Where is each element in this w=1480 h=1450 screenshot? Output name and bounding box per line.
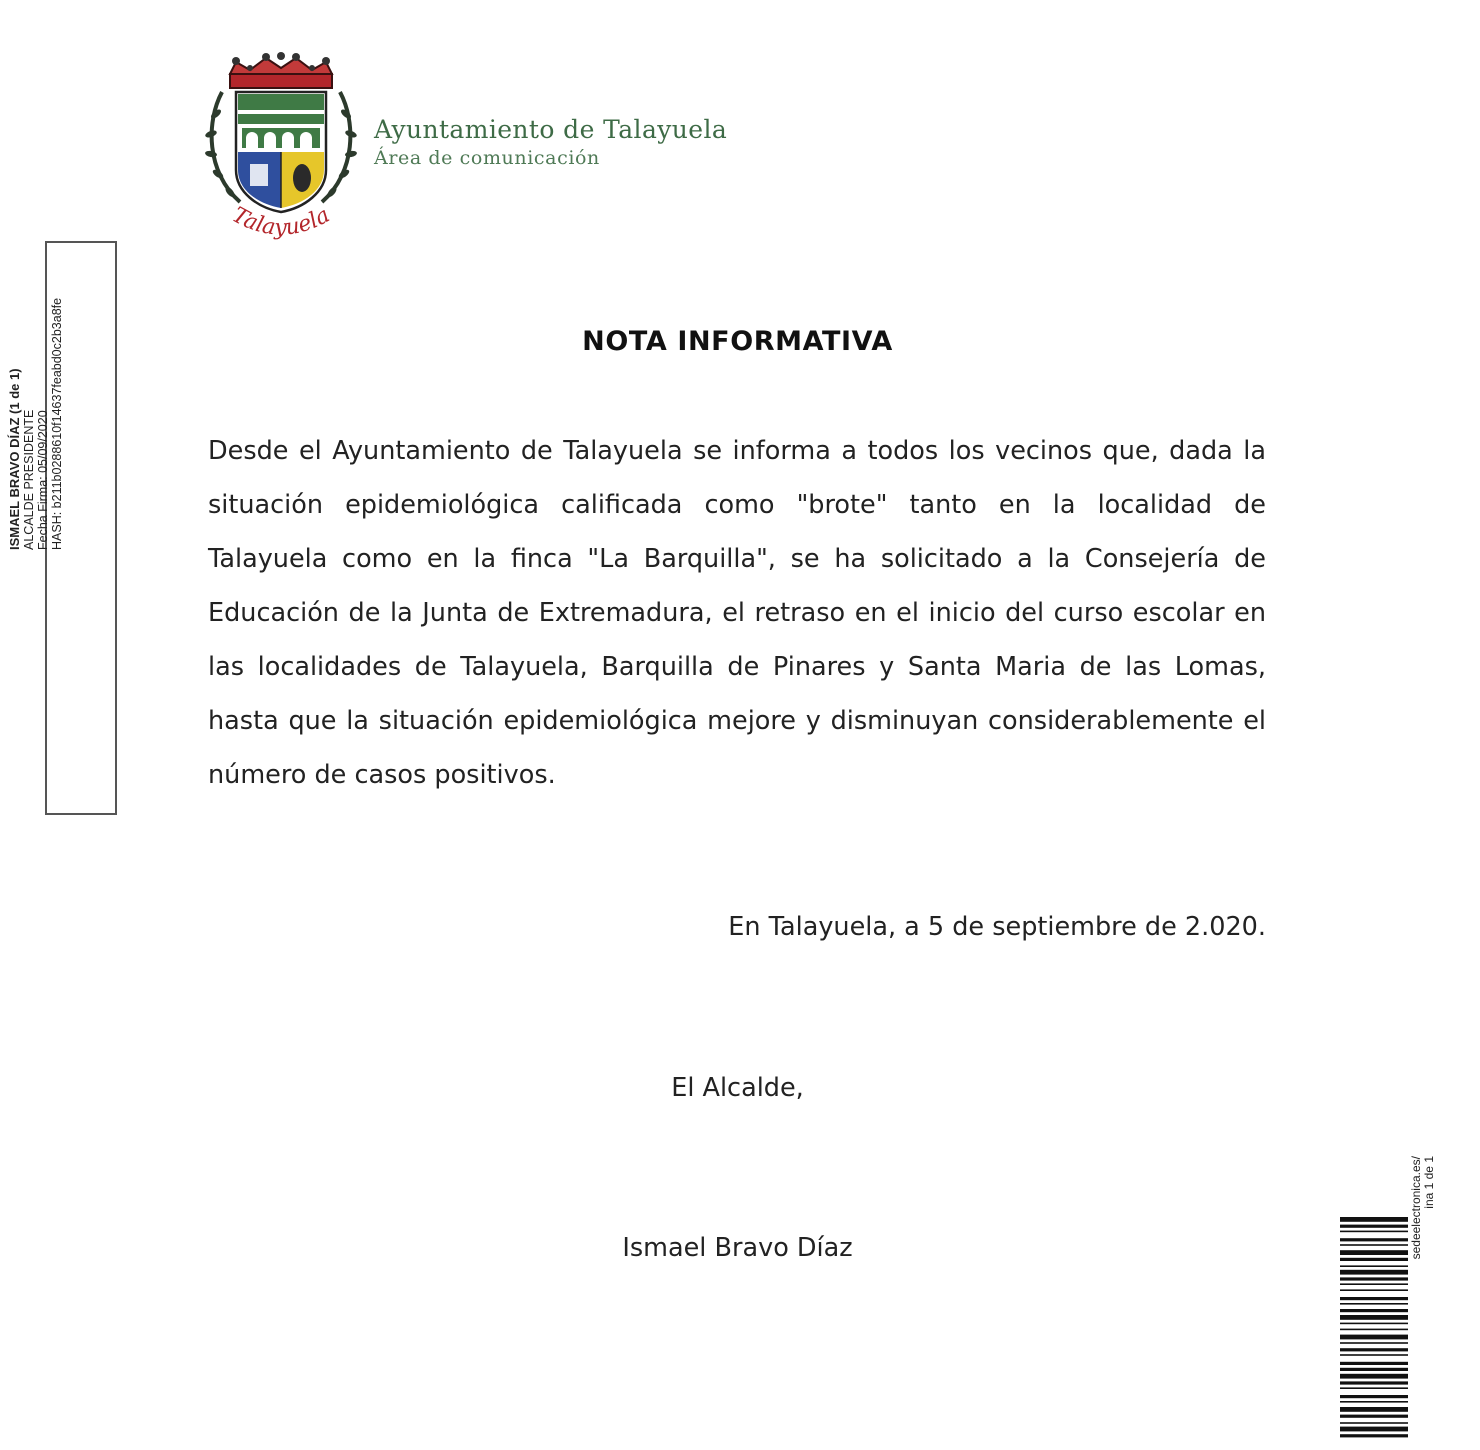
barcode-bar: [1340, 1348, 1408, 1351]
barcode-bar: [1340, 1381, 1408, 1384]
signature-signer: ISMAEL BRAVO DÍAZ (1 de 1): [7, 368, 22, 550]
crown-icon: [230, 52, 332, 88]
barcode-url: sedeelectronica.es/: [1409, 1156, 1423, 1260]
barcode-bar: [1340, 1265, 1408, 1267]
barcode-bar: [1340, 1303, 1408, 1305]
barcode-bar: [1340, 1368, 1408, 1371]
barcode-bar: [1340, 1297, 1408, 1300]
barcode-bar: [1340, 1323, 1408, 1325]
barcode-bar: [1340, 1315, 1408, 1320]
signatory-name: Ismael Bravo Díaz: [622, 1233, 853, 1263]
barcode-icon: [1340, 1215, 1408, 1438]
barcode-bar: [1340, 1217, 1408, 1222]
barcode-bar: [1340, 1309, 1408, 1312]
barcode-bar: [1340, 1283, 1408, 1285]
barcode-bar: [1340, 1342, 1408, 1344]
document-date: En Talayuela, a 5 de septiembre de 2.020.: [728, 912, 1266, 942]
barcode-bar: [1340, 1415, 1408, 1418]
shield-icon: [236, 92, 326, 212]
coat-of-arms-logo: [200, 52, 362, 240]
barcode-bar: [1340, 1354, 1408, 1356]
document-body: Desde el Ayuntamiento de Talayuela se informa a todos los vecinos que, dada la situación epidemiológica calificada como "brote" tanto en la localidad de Talayuela como en la finca "La Barquilla", se ha solicitado a la Consejería de Educación de la Junta de Extremadura, el retraso en el inicio del curso escolar en las localidades de Talayuela, Barquilla de Pinares y Santa Maria de las Lomas, hasta que la situación epidemiológica mejore y disminuyan considerablemente el número de casos positivos.: [208, 436, 1266, 790]
barcode-bar: [1340, 1250, 1408, 1255]
barcode-bar: [1340, 1374, 1408, 1379]
barcode-bar: [1340, 1277, 1408, 1280]
barcode-bar: [1340, 1238, 1408, 1241]
organization-name: Ayuntamiento de Talayuela: [374, 115, 728, 144]
barcode-bar: [1340, 1422, 1408, 1424]
organization-header: [374, 114, 727, 170]
barcode-bar: [1340, 1387, 1408, 1389]
crest-town-name: Talayuela: [227, 202, 335, 240]
barcode-bar: [1340, 1434, 1408, 1437]
signature-date: Fecha Firma: 05/09/2020: [36, 410, 50, 550]
barcode-bar: [1340, 1231, 1408, 1233]
barcode-bar: [1340, 1289, 1408, 1291]
barcode-bar: [1340, 1329, 1408, 1331]
barcode-bar: [1340, 1401, 1408, 1403]
barcode-bar: [1340, 1258, 1408, 1261]
barcode-bar: [1340, 1270, 1408, 1275]
signature-hash: HASH: b211b0288610f14637feabd0c2b3a8fe: [50, 297, 64, 550]
closing-line: El Alcalde,: [671, 1073, 804, 1103]
organization-department: Área de comunicación: [374, 147, 600, 169]
barcode-bar: [1340, 1395, 1408, 1398]
signature-role: ALCALDE PRESIDENTE: [22, 409, 36, 550]
barcode-bar: [1340, 1335, 1408, 1340]
barcode-bar: [1340, 1407, 1408, 1412]
barcode-bar: [1340, 1244, 1408, 1246]
barcode-bar: [1340, 1362, 1408, 1365]
barcode-bar: [1340, 1225, 1408, 1228]
barcode-page: ina 1 de 1: [1422, 1156, 1436, 1209]
barcode-bar: [1340, 1427, 1408, 1432]
document-title: NOTA INFORMATIVA: [582, 326, 893, 357]
